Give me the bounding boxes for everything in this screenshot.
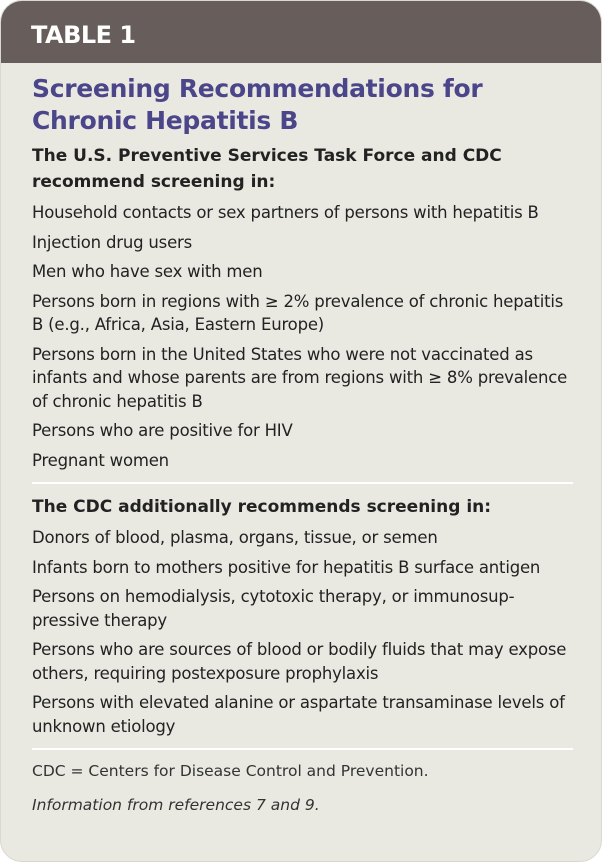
list-item: Persons with elevated alanine or aspartate transaminase levels of unknown etiology [32, 693, 565, 736]
list-item: Men who have sex with men [32, 262, 263, 281]
list-item: Persons born in the United States who were not vaccinated as infants and whose parents are from regions with ≥ 8% prevalence of chronic hepatitis B [32, 344, 568, 411]
list-item: Persons on hemodialysis, cytotoxic therapy, or immunosuppressive therapy [32, 587, 515, 630]
abbreviation-footnote: CDC = Centers for Disease Control and Prevention. [32, 762, 429, 780]
list-item: Pregnant women [32, 450, 169, 470]
list-item: Injection drug users [32, 232, 193, 252]
section-heading: The CDC additionally recommends screening in: [32, 497, 492, 517]
list-item: Persons born in regions with ≥ 2% prevalence of chronic hepatitis B (e.g., Africa, Asia, Eastern Europe) [32, 291, 564, 334]
list-item: Infants born to mothers positive for hepatitis B surface antigen [32, 557, 541, 577]
list-item: Household contacts or sex partners of persons with hepatitis B [32, 203, 539, 222]
list-item: Persons who are sources of blood or bodily fluids that may expose others, requiring postexposure prophylaxis [32, 640, 567, 683]
divider [32, 748, 573, 750]
section-heading: The U.S. Preventive Services Task Force and CDC recommend screening in: [32, 146, 502, 192]
list-item: Persons who are positive for HIV [32, 421, 293, 440]
table-label: TABLE 1 [1, 1, 601, 63]
table-title: Screening Recommendations for Chronic Hepatitis B [32, 74, 483, 135]
divider [32, 482, 573, 484]
list-item: Donors of blood, plasma, organs, tissue, or semen [32, 528, 438, 547]
source-footnote: Information from references 7 and 9. [32, 796, 320, 814]
